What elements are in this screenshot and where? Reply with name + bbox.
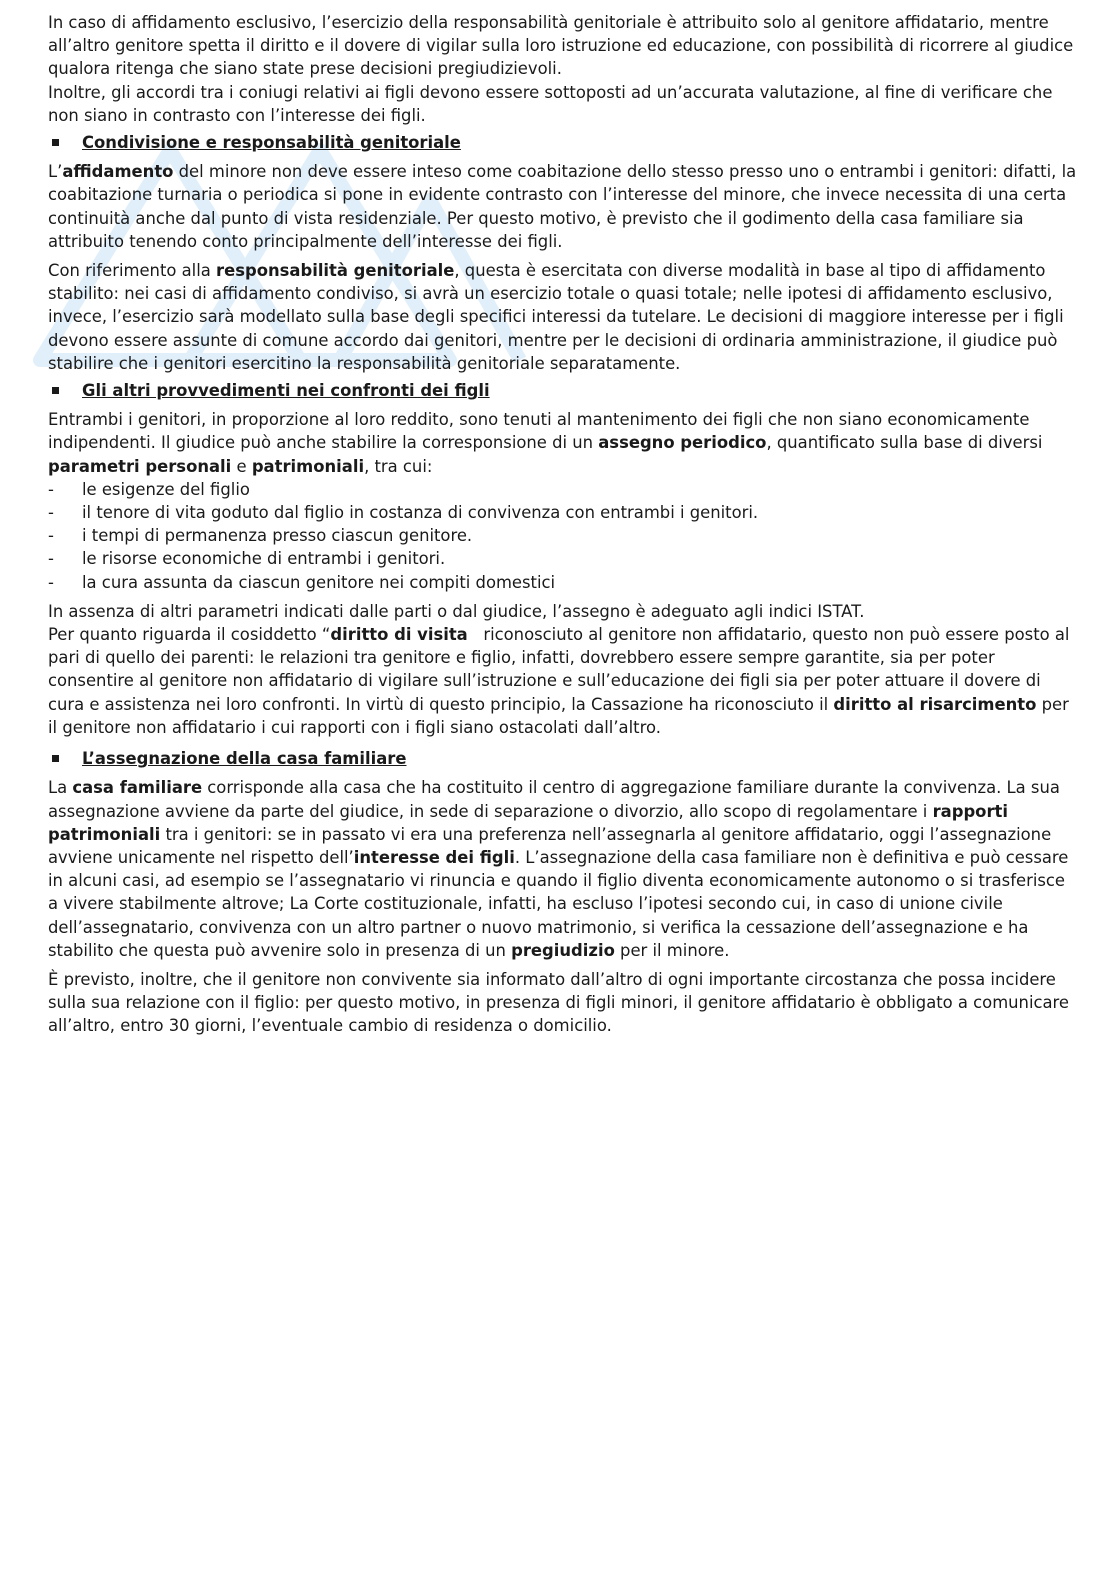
square-bullet-icon bbox=[52, 387, 59, 394]
list-item: - la cura assunta da ciascun genitore nei compiti domestici bbox=[48, 572, 556, 592]
square-bullet-icon bbox=[52, 755, 59, 762]
list-item: - i tempi di permanenza presso ciascun genitore. bbox=[48, 526, 473, 546]
square-bullet-icon bbox=[52, 139, 59, 146]
paragraph: È previsto, inoltre, che il genitore non convivente sia informato dall’altro di ogni importante circostanza che possa incidere sulla sua relazione con il figlio: per questo motivo, in presenza di figli minori, il genitore affidatario è obbligato a comunicare all’altro, entro 30 giorni, l’eventuale cambio di residenza o domicilio. bbox=[48, 969, 1070, 1036]
parameters-list bbox=[48, 478, 1078, 594]
section-heading bbox=[48, 379, 1078, 402]
paragraph: In caso di affidamento esclusivo, l’esercizio della responsabilità genitoriale è attribuito solo al genitore affidatario, mentre all’altro genitore spetta il diritto e il dovere di vigilar sulla loro istruzione ed educazione, con possibilità di ricorrere al giudice qualora ritenga che siano state prese decisioni pregiudizievoli. bbox=[48, 13, 1074, 79]
section-heading bbox=[48, 747, 1078, 770]
list-item: - le esigenze del figlio bbox=[48, 479, 250, 499]
document-body bbox=[48, 11, 1078, 1038]
section-heading-text: Gli altri provvedimenti nei confronti dei figli bbox=[82, 381, 490, 401]
paragraph: L’affidamento del minore non deve essere inteso come coabitazione dello stesso presso uno o entrambi i genitori: difatti, la coabitazione turnaria o periodica si pone in evidente contrasto con l’interesse del minore, che invece necessita di una certa continuità anche dal punto di vista residenziale. Per questo motivo, è previsto che il godimento della casa familiare sia attribuito tenendo conto principalmente dell’interesse dei figli. bbox=[48, 162, 1077, 251]
section-heading-text: Condivisione e responsabilità genitoriale bbox=[82, 133, 461, 153]
paragraph: Inoltre, gli accordi tra i coniugi relativi ai figli devono essere sottoposti ad un’accurata valutazione, al fine di verificare che non siano in contrasto con l’interesse dei figli. bbox=[48, 82, 1053, 125]
paragraph: Per quanto riguarda il cosiddetto “diritto di visita riconosciuto al genitore non affidatario, questo non può essere posto al pari di quello dei parenti: le relazioni tra genitore e figlio, infatti, dovrebbero essere sempre garantite, sia per poter consentire al genitore non affidatario di vigilare sull’istruzione e sull’educazione dei figli sia per poter attuare il dovere di cura e assistenza nei loro confronti. In virtù di questo principio, la Cassazione ha riconosciuto il diritto al risarcimento per il genitore non affidatario i cui rapporti con i figli siano ostacolati dall’altro. bbox=[48, 625, 1075, 737]
paragraph: In assenza di altri parametri indicati dalle parti o dal giudice, l’assegno è adeguato agli indici ISTAT. bbox=[48, 601, 865, 621]
list-item: - il tenore di vita goduto dal figlio in costanza di convivenza con entrambi i genitori. bbox=[48, 503, 759, 523]
section-heading bbox=[48, 131, 1078, 154]
paragraph: La casa familiare corrisponde alla casa che ha costituito il centro di aggregazione familiare durante la convivenza. La sua assegnazione avviene da parte del giudice, in sede di separazione o divorzio, allo scopo di regolamentare i rapporti patrimoniali tra i genitori: se in passato vi era una preferenza nell’assegnarla al genitore affidatario, oggi l’assegnazione avviene unicamente nel rispetto dell’interesse dei figli. L’assegnazione della casa familiare non è definitiva e può cessare in alcuni casi, ad esempio se l’assegnatario vi rinuncia e quando il figlio diventa economicamente autonomo o si trasferisce a vivere stabilmente altrove; La Corte costituzionale, infatti, ha escluso l’ipotesi secondo cui, in caso di unione civile dell’assegnatario, convivenza con un altro partner o nuovo matrimonio, si verifica la cessazione dell’assegnazione e ha stabilito che questa può avvenire solo in presenza di un pregiudizio per il minore. bbox=[48, 778, 1069, 960]
paragraph: Entrambi i genitori, in proporzione al loro reddito, sono tenuti al mantenimento dei figli che non siano economicamente indipendenti. Il giudice può anche stabilire la corresponsione di un assegno periodico, quantificato sulla base di diversi parametri personali e patrimoniali, tra cui: bbox=[48, 410, 1043, 476]
list-item: - le risorse economiche di entrambi i genitori. bbox=[48, 549, 446, 569]
paragraph: Con riferimento alla responsabilità genitoriale, questa è esercitata con diverse modalità in base al tipo di affidamento stabilito: nei casi di affidamento condiviso, si avrà un esercizio totale o quasi totale; nelle ipotesi di affidamento esclusivo, invece, l’esercizio sarà modellato sulla base degli specifici interessi da tutelare. Le decisioni di maggiore interesse per i figli devono essere assunte di comune accordo dai genitori, mentre per le decisioni di ordinaria amministrazione, il giudice può stabilire che i genitori esercitino la responsabilità genitoriale separatamente. bbox=[48, 261, 1064, 373]
section-heading-text: L’assegnazione della casa familiare bbox=[82, 749, 407, 769]
